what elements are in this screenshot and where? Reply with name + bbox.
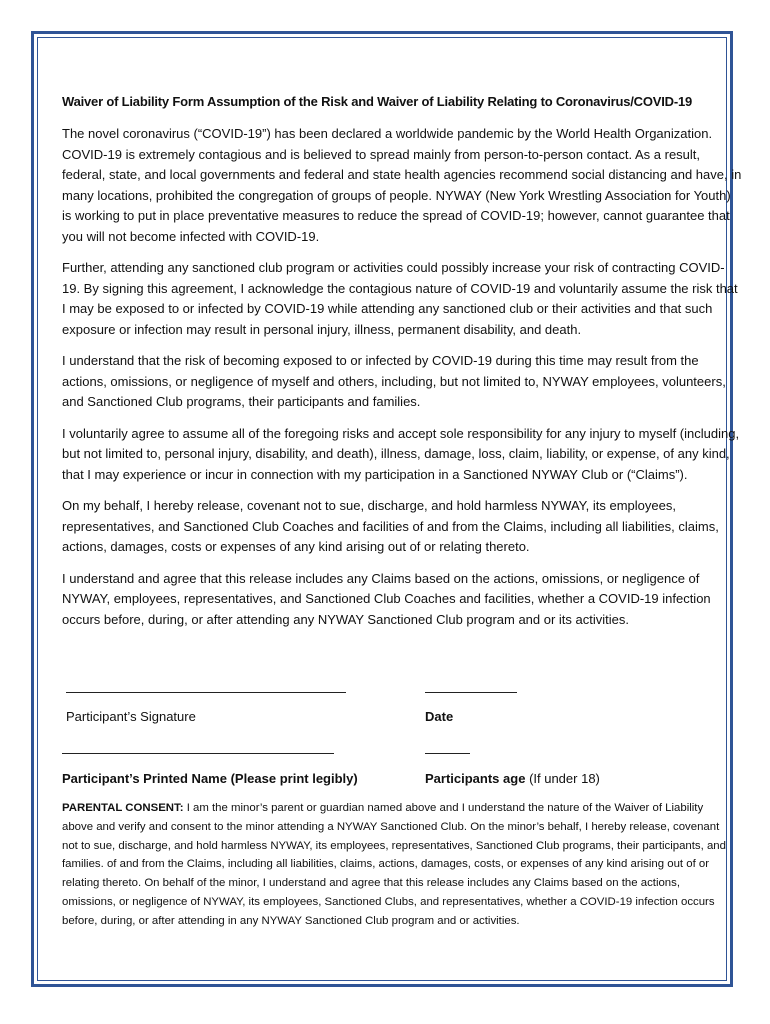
- printed-name-label: Participant’s Printed Name (Please print legibly): [62, 771, 358, 786]
- parental-consent-text: I am the minor’s parent or guardian named above and I understand the nature of the Waiver of Liability above and verify and consent to the minor attending a NYWAY Sanctioned Club. On the minor’s behalf, I hereby release, covenant not to sue, discharge, and hold harmless NYWAY, its employees, representatives, Sanctioned Club programs, their participants, and families. of and from the Claims, including all liabilities, claims, actions, damages, costs, or expenses of any kind arising out of or relating thereto. On behalf of the minor, I understand and agree that this release includes any Claims based on the actions, omissions, or negligence of NYWAY, its employees, Sanctioned Clubs, and representatives, whether a COVID-19 infection occurs before, during, or after attending in any NYWAY Sanctioned Club program and or activities.: [62, 802, 726, 927]
- paragraph-release: On my behalf, I hereby release, covenant not to sue, discharge, and hold harmless NYWAY, its employees, representatives, and Sanctioned Club Coaches and facilities of and from the Claims, including all liabilities, claims, actions, damages, costs or expenses of any kind arising out of or relating thereto.: [62, 498, 719, 554]
- paragraph-claims: I understand and agree that this release includes any Claims based on the actions, omissions, or negligence of NYWAY, employees, representatives, and Sanctioned Club Coaches and facilities, whether a COVID-19 infection occurs before, during, or after attending any NYWAY Sanctioned Club program and or its activities.: [62, 570, 711, 627]
- participant-signature-line[interactable]: [66, 692, 346, 693]
- age-note: (If under 18): [529, 771, 600, 786]
- age-label-group: [425, 771, 600, 786]
- paragraph-responsibility: I voluntarily agree to assume all of the foregoing risks and accept sole responsibility for any injury to myself (including, but not limited to, personal injury, disability, and death), illness, damage, loss, claim, liability, or expense, of any kind, that I may experience or incur in connection with my participation in a Sanctioned NYWAY Club or (“Claims”).: [62, 425, 740, 482]
- paragraph-exposure: I understand that the risk of becoming exposed to or infected by COVID-19 during this time may result from the actions, omissions, or negligence of myself and others, including, but not limited to, NYWAY employees, volunteers, and Sanctioned Club programs, their participants and families.: [62, 353, 726, 409]
- form-title: Waiver of Liability Form Assumption of the Risk and Waiver of Liability Relating to Coronavirus/COVID-19: [62, 94, 693, 109]
- waiver-body: [62, 124, 742, 641]
- paragraph-pandemic: The novel coronavirus (“COVID-19”) has been declared a worldwide pandemic by the World Health Organization. COVID-19 is extremely contagious and is believed to spread mainly from person-to-person contact. As a result, federal, state, and local governments and federal and state health agencies recommend social distancing and have, in many locations, prohibited the congregation of groups of people. NYWAY (New York Wrestling Association for Youth) is working to put in place preventative measures to reduce the spread of COVID-19; however, cannot guarantee that you will not become infected with COVID-19.: [62, 126, 742, 244]
- paragraph-assume-risk: Further, attending any sanctioned club program or activities could possibly increase your risk of contracting COVID-19. By signing this agreement, I acknowledge the contagious nature of COVID-19 and voluntarily assume the risk that I may be exposed to or infected by COVID-19 while attending any sanctioned club or their activities and that such exposure or infection may result in personal injury, illness, permanent disability, and death.: [62, 260, 738, 337]
- age-line[interactable]: [425, 753, 470, 754]
- date-label: Date: [425, 709, 454, 724]
- age-label: Participants age: [425, 771, 526, 786]
- printed-name-line[interactable]: [62, 753, 334, 754]
- parental-consent-heading: PARENTAL CONSENT:: [62, 802, 184, 814]
- date-line[interactable]: [425, 692, 517, 693]
- parental-consent: [62, 799, 732, 931]
- participant-signature-label: Participant’s Signature: [66, 709, 196, 724]
